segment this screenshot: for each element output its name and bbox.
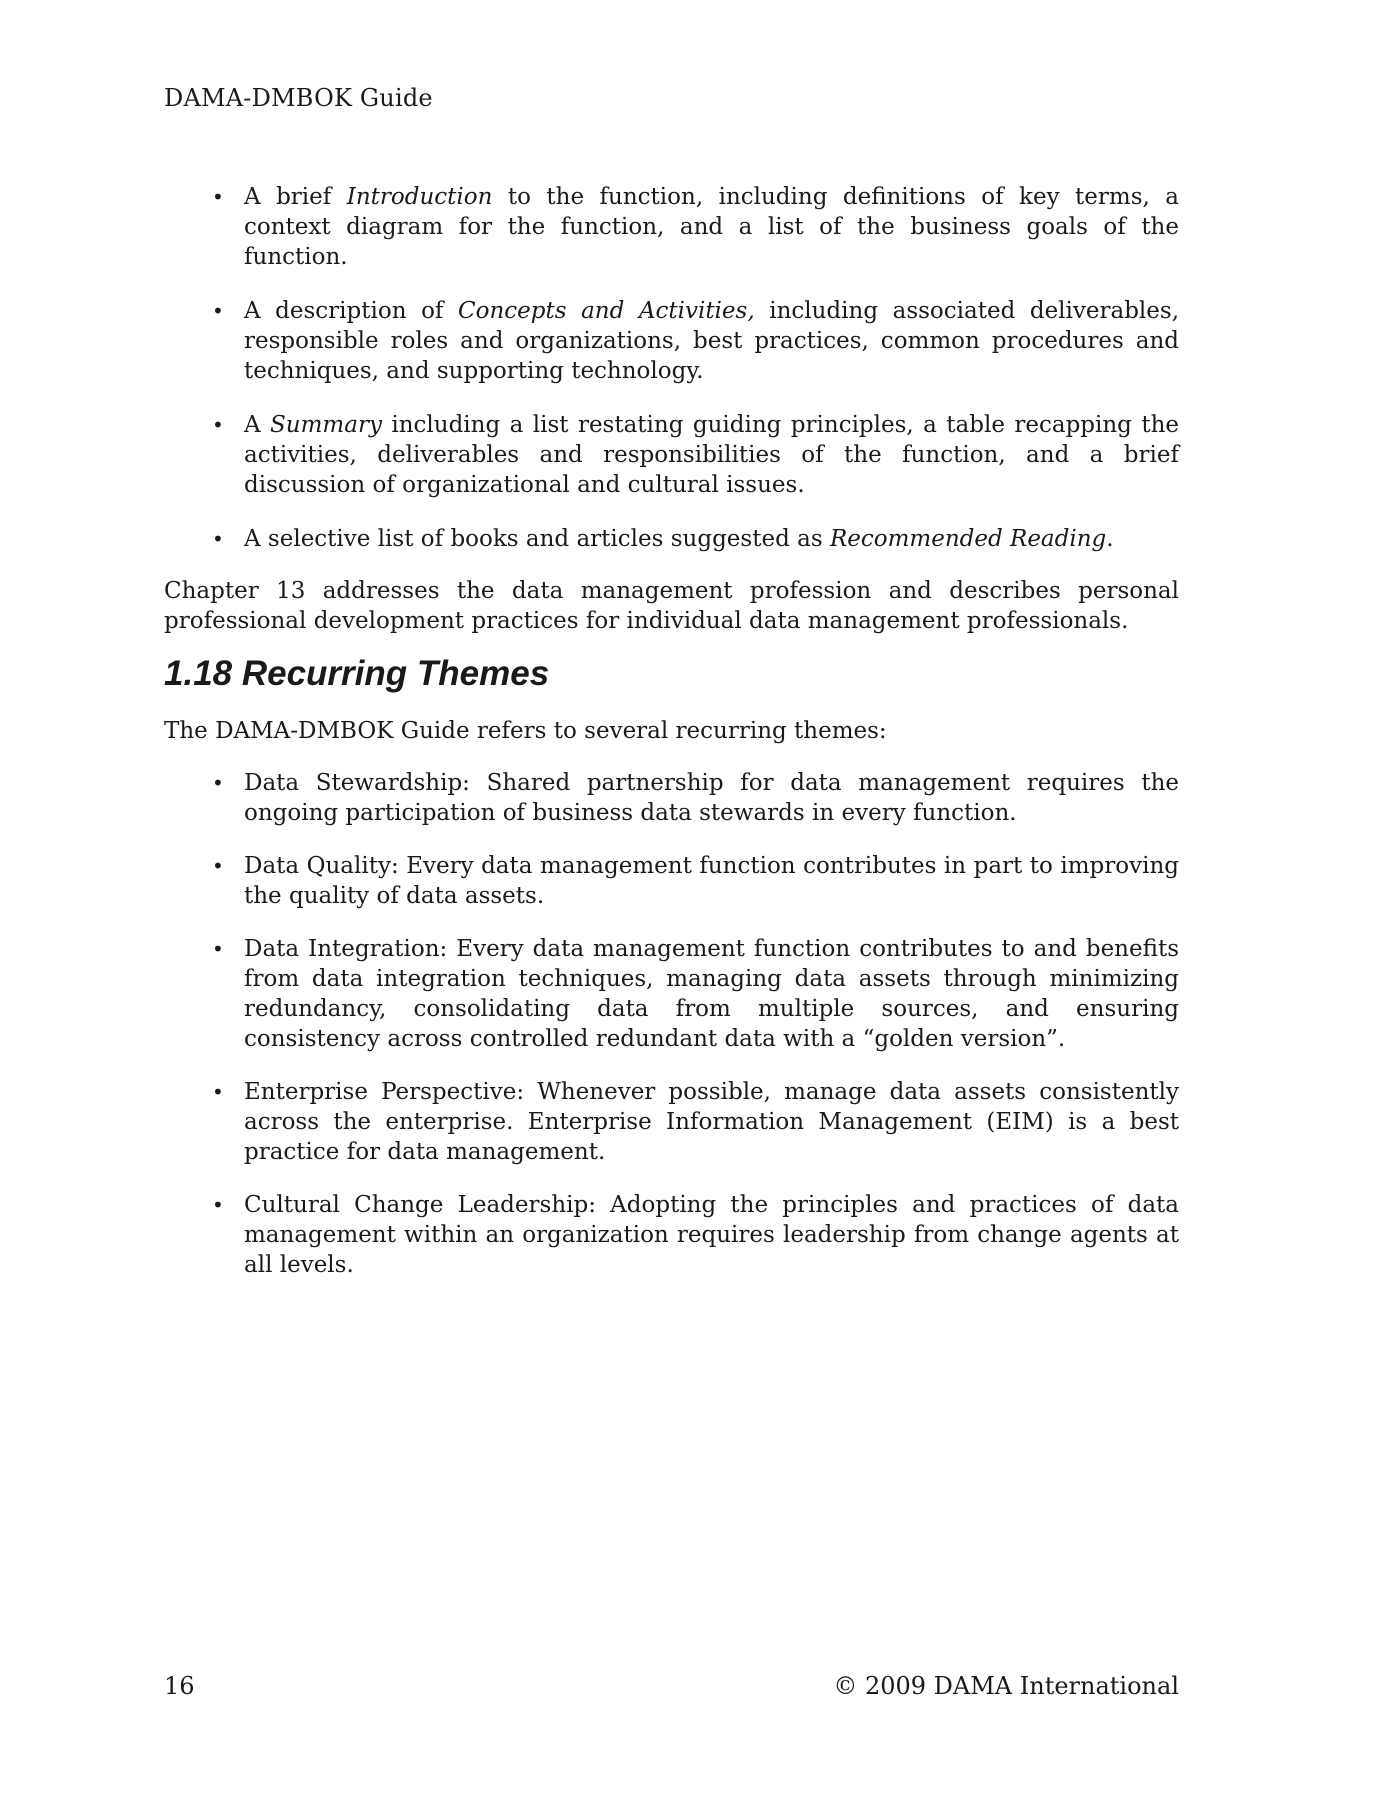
list-item xyxy=(164,524,1179,554)
item-text: to the function, including definitions of key terms, a context diagram for the function, and a list of the business goals of the function. xyxy=(244,184,1179,270)
section-intro: The DAMA-DMBOK Guide refers to several recurring themes: xyxy=(164,718,887,744)
item-text: A selective list of books and articles suggested as xyxy=(244,526,830,552)
page-body xyxy=(164,182,1179,1303)
page-number: 16 xyxy=(164,1672,195,1700)
list-item xyxy=(164,296,1179,386)
item-text: including a list restating guiding principles, a table recapping the activities, deliverables and responsibilities of the function, and a brief discussion of organizational and cultural issues. xyxy=(244,412,1180,498)
theme-data-quality: • Data Quality: Every data management function contributes in part to improving the quality of data assets. xyxy=(164,851,1179,911)
item-text: A description of xyxy=(244,298,458,324)
theme-enterprise-perspective: • Enterprise Perspective: Whenever possible, manage data assets consistently across the enterprise. Enterprise Information Management (EIM) is a best practice for data management. xyxy=(164,1077,1179,1167)
chapter-structure-list xyxy=(164,182,1179,554)
running-header: DAMA-DMBOK Guide xyxy=(164,84,433,112)
chapter-13-paragraph: Chapter 13 addresses the data management profession and describes personal professional development practices for individual data management professionals. xyxy=(164,578,1179,634)
item-text: A xyxy=(244,412,271,438)
theme-data-integration: • Data Integration: Every data management function contributes to and benefits from data integration techniques, managing data assets through minimizing redundancy, consolidating data from multiple sources, and ensuring consistency across controlled redundant data with a “golden version”. xyxy=(164,934,1179,1054)
item-emphasis: Concepts and Activities, xyxy=(458,298,755,324)
list-item xyxy=(164,410,1179,500)
item-text: . xyxy=(1106,526,1114,552)
item-emphasis: Introduction xyxy=(346,184,493,210)
theme-data-stewardship: • Data Stewardship: Shared partnership for data management requires the ongoing participation of business data stewards in every function. xyxy=(164,768,1179,828)
recurring-themes-list xyxy=(164,768,1179,1280)
theme-cultural-change-leadership: • Cultural Change Leadership: Adopting the principles and practices of data management within an organization requires leadership from change agents at all levels. xyxy=(164,1190,1179,1280)
item-emphasis: Summary xyxy=(270,412,382,438)
copyright-notice: © 2009 DAMA International xyxy=(833,1672,1179,1700)
list-item xyxy=(164,182,1179,272)
item-text: including associated deliverables, responsible roles and organizations, best practices, common procedures and techniques, and supporting technology. xyxy=(244,298,1180,384)
item-text: A brief xyxy=(244,184,347,210)
section-heading: 1.18 Recurring Themes xyxy=(164,654,550,693)
item-emphasis: Recommended Reading xyxy=(829,526,1107,552)
